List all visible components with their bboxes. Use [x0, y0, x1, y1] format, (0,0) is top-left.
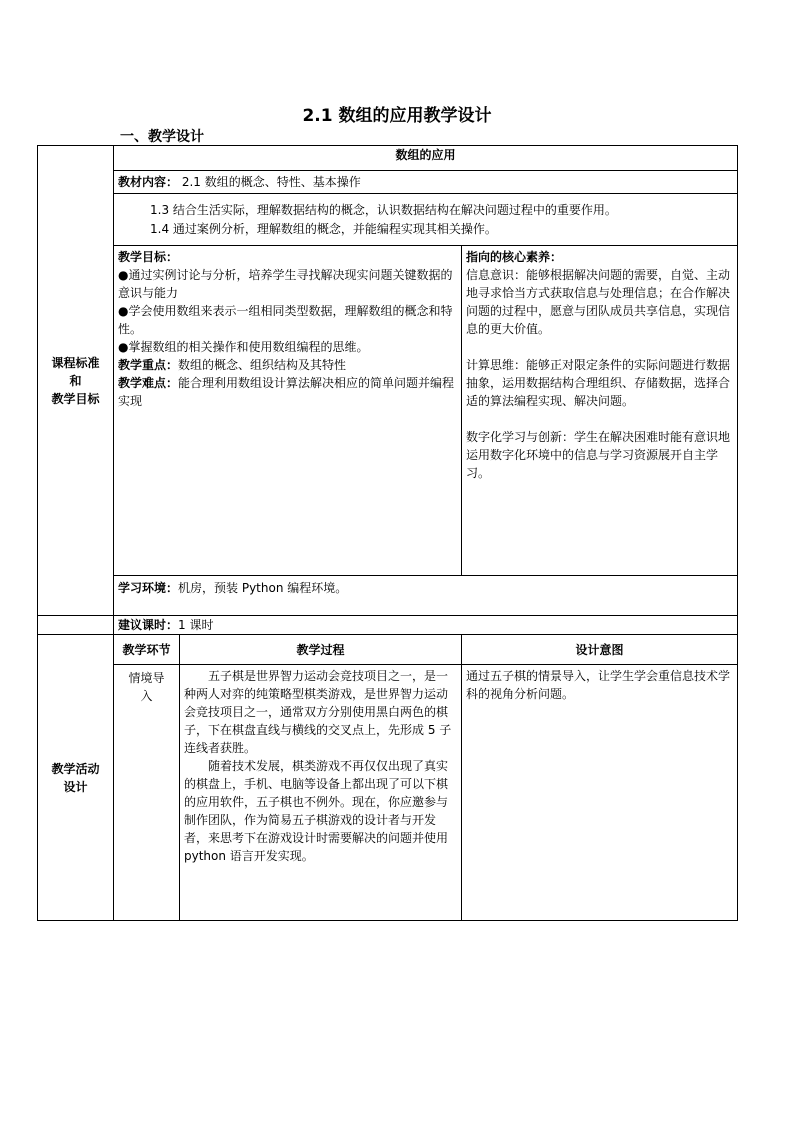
- header-intent: 设计意图: [462, 635, 738, 665]
- literacy-label: 指向的核心素养：: [466, 250, 563, 264]
- process-cell: [180, 665, 462, 921]
- activities-label-line-1: 教学活动: [51, 761, 100, 776]
- topic-title: 数组的应用: [114, 146, 738, 171]
- curriculum-label-line-2: 和: [69, 373, 82, 388]
- content-value: 2.1 数组的概念、特性、基本操作: [181, 175, 361, 189]
- objectives-label: 教学目标：: [118, 250, 179, 264]
- objective-item: ●通过实例讨论与分析，培养学生寻找解决现实问题关键数据的意识与能力: [118, 268, 453, 300]
- stage-cell: 情境导入: [114, 665, 180, 921]
- curriculum-label-line-1: 课程标准: [51, 355, 100, 370]
- curriculum-label-line-3: 教学目标: [51, 391, 100, 406]
- content-label: 教材内容：: [118, 175, 179, 189]
- environment-label: 学习环境：: [118, 581, 179, 595]
- literacy-item: 信息意识：能够根据解决问题的需要，自觉、主动地寻求恰当方式获取信息与处理信息；在合作解决问题的过程中，愿意与团队成员共享信息，实现信息的更大价值。: [466, 268, 731, 336]
- objective-item: ●学会使用数组来表示一组相同类型数据，理解数组的概念和特性。: [118, 304, 453, 336]
- curriculum-label-cell: [38, 146, 114, 616]
- environment-cell: [114, 576, 738, 616]
- literacy-cell: [462, 246, 738, 576]
- standards-cell: [114, 194, 738, 246]
- objectives-cell: [114, 246, 462, 576]
- hours-label: 建议课时：: [118, 618, 179, 632]
- header-stage: 教学环节: [114, 635, 180, 665]
- objective-item: ●掌握数组的相关操作和使用数组编程的思维。: [118, 340, 369, 354]
- key-point-label: 教学重点：: [118, 358, 179, 372]
- key-point-value: 数组的概念、组织结构及其特性: [178, 358, 347, 372]
- difficulty-value: 能合理利用数组设计算法解决相应的简单问题并编程实现: [118, 376, 455, 408]
- page-title: 2.1 数组的应用教学设计: [302, 106, 492, 126]
- hours-left-cell: [38, 616, 114, 635]
- difficulty: [118, 374, 457, 410]
- activities-label-cell: [38, 635, 114, 921]
- standard-item: 1.4 通过案例分析，理解数组的概念，并能编程实现其相关操作。: [150, 222, 497, 236]
- literacy-item: 计算思维：能够正对限定条件的实际问题进行数据抽象，运用数据结构合理组织、存储数据，选择合适的算法编程实现、解决问题。: [466, 358, 731, 408]
- intent-cell: 通过五子棋的情景导入，让学生学会重信息技术学科的视角分析问题。: [462, 665, 738, 921]
- hours-cell: [114, 616, 738, 635]
- content-cell: [114, 171, 738, 194]
- process-paragraph: 随着技术发展，棋类游戏不再仅仅出现了真实的棋盘上，手机、电脑等设备上都出现了可以下棋的应用软件，五子棋也不例外。现在，你应邀参与制作团队，作为简易五子棋游戏的设计者与开发者，来思考下在游戏设计时需要解决的问题并使用 python 语言开发实现。: [184, 759, 449, 863]
- environment-value: 机房，预装 Python 编程环境。: [178, 581, 348, 595]
- header-process: 教学过程: [180, 635, 462, 665]
- standard-item: 1.3 结合生活实际，理解数据结构的概念，认识数据结构在解决问题过程中的重要作用。: [150, 203, 617, 217]
- literacy-item: 数字化学习与创新：学生在解决困难时能有意识地运用数字化环境中的信息与学习资源展开自主学习。: [466, 430, 731, 480]
- section-heading: 一、教学设计: [120, 129, 204, 145]
- activities-label-line-2: 设计: [63, 779, 88, 794]
- key-point: [118, 356, 457, 374]
- lesson-plan-table: [37, 145, 738, 921]
- process-paragraph: 五子棋是世界智力运动会竞技项目之一，是一种两人对弈的纯策略型棋类游戏，是世界智力运动会竞技项目之一，通常双方分别使用黑白两色的棋子，下在棋盘直线与横线的交叉点上，先形成 5 子连线者获胜。: [184, 669, 452, 755]
- hours-value: 1 课时: [178, 618, 214, 632]
- difficulty-label: 教学难点：: [118, 376, 179, 390]
